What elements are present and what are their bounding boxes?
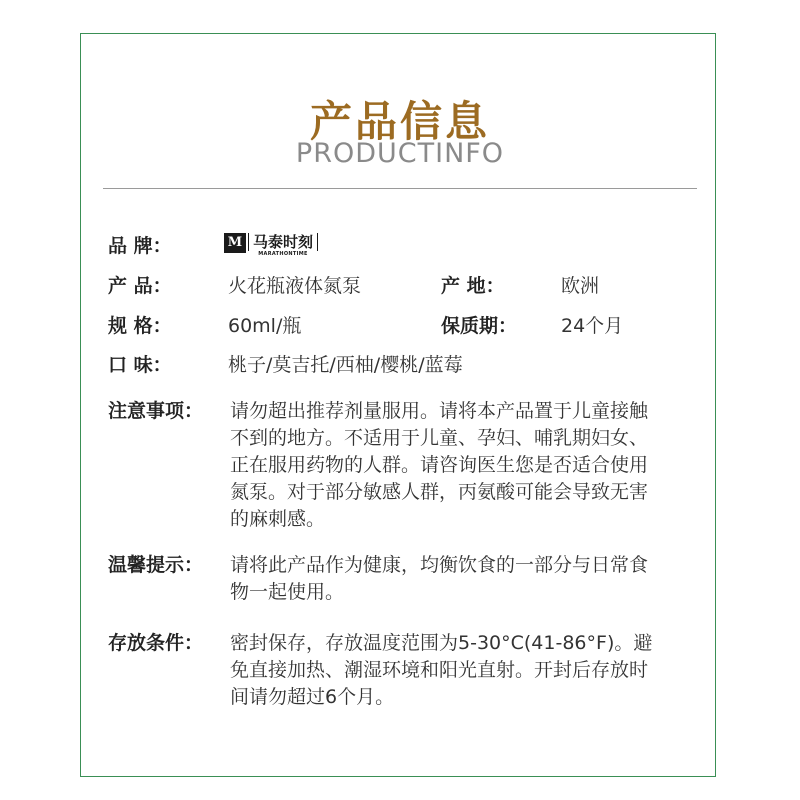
header-divider (103, 188, 697, 189)
brand-label-row (108, 235, 172, 257)
notes-line: 的麻刺感。 (230, 508, 326, 530)
brand-logo-mark: M (224, 233, 246, 253)
origin-value: 欧洲 (561, 275, 600, 297)
flavor-label: 口 味： (108, 354, 172, 376)
page-title: 产品信息 (309, 97, 490, 146)
brand-label: 品 牌： (108, 235, 172, 257)
storage-line: 密封保存，存放温度范围为5-30°C(41-86°F)。避 (230, 632, 653, 654)
storage-line: 免直接加热、潮湿环境和阳光直射。开封后存放时 (230, 659, 649, 681)
shelf-life-label: 保质期： (441, 315, 518, 337)
notes-line: 不到的地方。不适用于儿童、孕妇、哺乳期妇女、 (230, 427, 649, 449)
brand-logo-sub: MARATHONTIME (258, 251, 308, 257)
notes-line: 请勿超出推荐剂量服用。请将本产品置于儿童接触 (230, 400, 649, 422)
page-subtitle: PRODUCTINFO (295, 138, 505, 169)
brand-logo (224, 233, 318, 257)
notes-label: 注意事项： (108, 400, 204, 422)
tips-line: 物一起使用。 (230, 581, 345, 603)
shelf-life-value: 24个月 (561, 315, 624, 337)
storage-label: 存放条件： (108, 632, 204, 654)
notes-line: 正在服用药物的人群。请咨询医生您是否适合使用 (230, 454, 649, 476)
shelf-life-row (441, 315, 517, 337)
flavor-value: 桃子/莫吉托/西柚/樱桃/蓝莓 (228, 354, 463, 376)
notes-line: 氮泵。对于部分敏感人群，丙氨酸可能会导致无害 (230, 481, 649, 503)
origin-label: 产 地： (441, 275, 505, 297)
product-row (108, 275, 172, 297)
notes-text (230, 398, 696, 533)
product-value: 火花瓶液体氮泵 (228, 275, 362, 297)
storage-line: 间请勿超过6个月。 (230, 686, 395, 708)
flavor-row (108, 354, 172, 376)
tips-text (230, 552, 696, 606)
spec-row (108, 315, 172, 337)
spec-label: 规 格： (108, 315, 172, 337)
product-label: 产 品： (108, 275, 172, 297)
spec-value: 60ml/瓶 (228, 315, 302, 337)
tips-label: 温馨提示： (108, 554, 204, 576)
brand-logo-text (248, 233, 318, 257)
tips-line: 请将此产品作为健康，均衡饮食的一部分与日常食 (230, 554, 649, 576)
origin-row (441, 275, 505, 297)
brand-logo-name: 马泰时刻 (248, 233, 318, 251)
storage-text (230, 630, 696, 711)
